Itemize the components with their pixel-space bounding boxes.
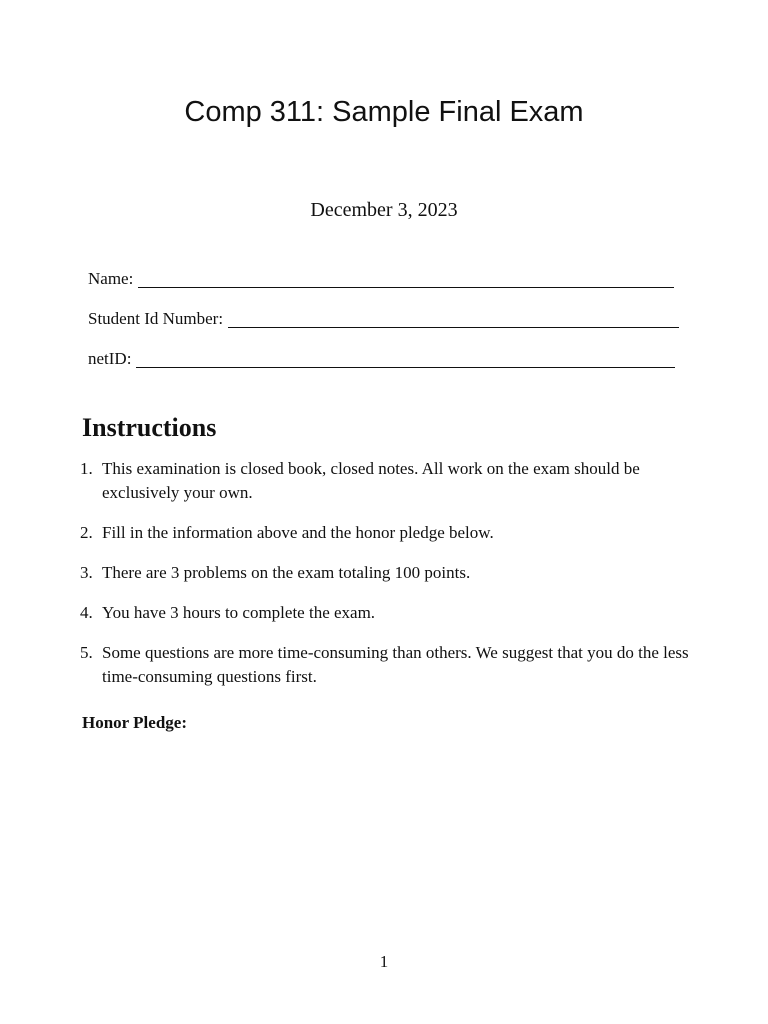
student-id-blank-line[interactable] xyxy=(228,310,679,328)
name-field[interactable] xyxy=(88,266,674,290)
instruction-item xyxy=(80,457,720,505)
instruction-number: 3. xyxy=(80,563,93,582)
name-label: Name: xyxy=(88,269,134,288)
page-number: 1 xyxy=(379,952,389,971)
instruction-number: 1. xyxy=(80,459,93,478)
instruction-text: There are 3 problems on the exam totaling 100 points. xyxy=(102,563,471,582)
instruction-number: 4. xyxy=(80,603,93,622)
netid-field[interactable] xyxy=(88,346,675,370)
instruction-item xyxy=(80,521,720,545)
exam-date: December 3, 2023 xyxy=(310,199,458,221)
student-id-label: Student Id Number: xyxy=(88,309,224,328)
instruction-number: 5. xyxy=(80,643,93,662)
netid-label: netID: xyxy=(88,349,132,368)
instructions-heading: Instructions xyxy=(82,413,217,442)
student-id-field[interactable] xyxy=(88,306,679,330)
name-blank-line[interactable] xyxy=(138,270,674,288)
instructions-list xyxy=(80,457,720,705)
honor-pledge-label: Honor Pledge: xyxy=(82,713,187,732)
instruction-item xyxy=(80,601,720,625)
instruction-text: Some questions are more time-consuming than others. We suggest that you do the less time-consuming questions first. xyxy=(102,643,689,686)
netid-blank-line[interactable] xyxy=(136,350,675,368)
instruction-text: This examination is closed book, closed notes. All work on the exam should be exclusively your own. xyxy=(102,459,640,502)
instruction-item xyxy=(80,641,720,689)
instruction-text: Fill in the information above and the honor pledge below. xyxy=(102,523,494,542)
exam-title: Comp 311: Sample Final Exam xyxy=(184,96,584,128)
instruction-item xyxy=(80,561,720,585)
instruction-text: You have 3 hours to complete the exam. xyxy=(102,603,376,622)
instruction-number: 2. xyxy=(80,523,93,542)
